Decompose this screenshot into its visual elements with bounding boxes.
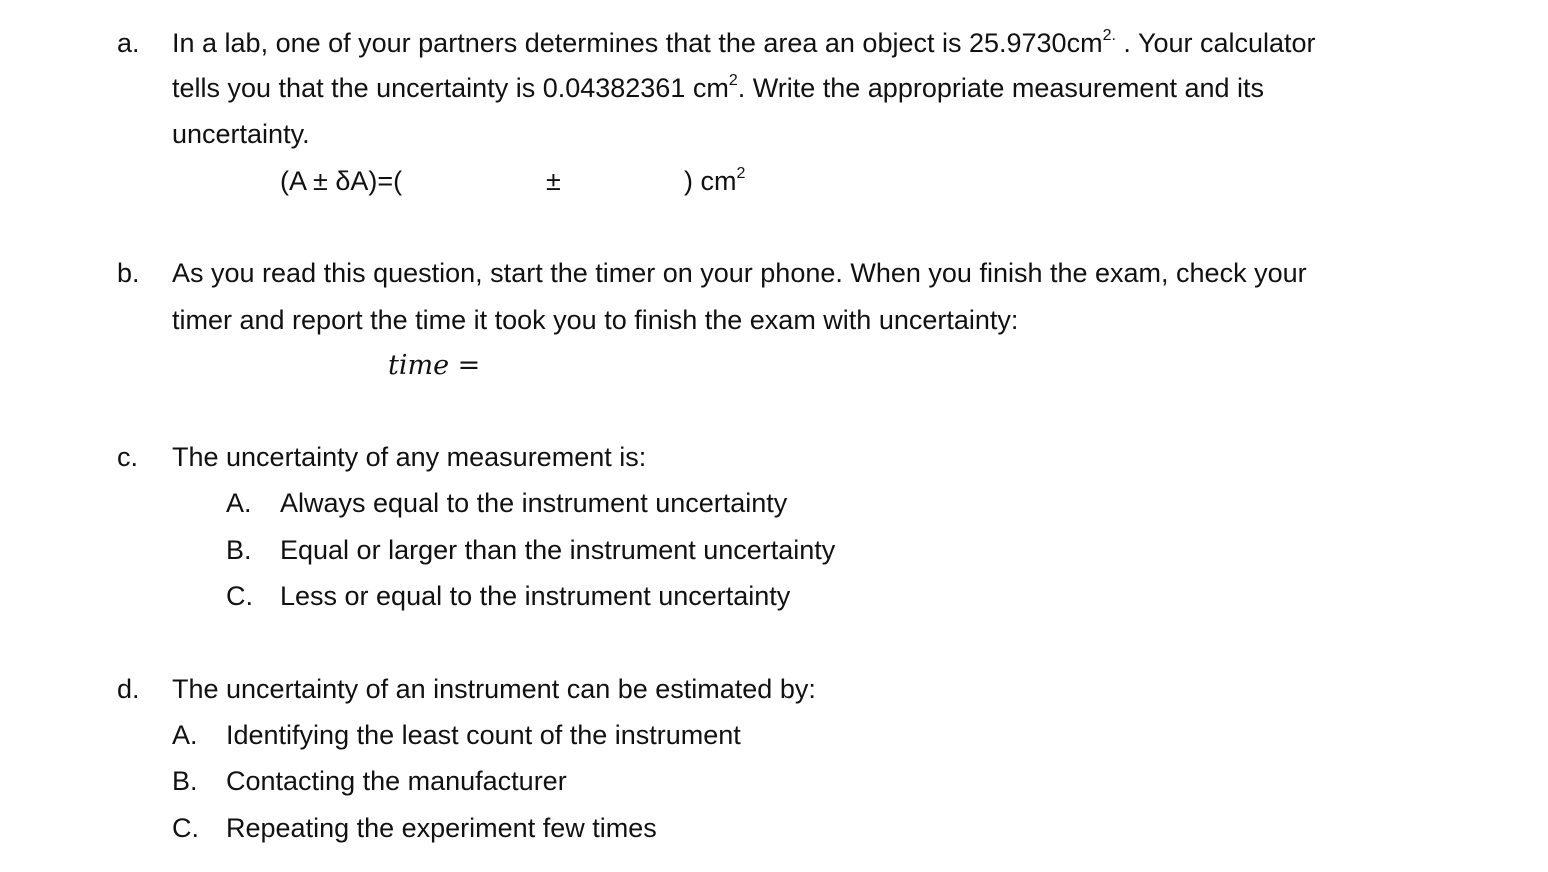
question-a-line-2-tail: . Write the appropriate measurement and its [737,73,1265,103]
question-c-prompt: The uncertainty of any measurement is: [172,442,647,472]
question-b-marker: b. [117,258,140,288]
question-a-formula-sup: 2 [736,165,746,182]
question-d-marker: d. [117,674,140,704]
question-a-formula-unit: ) cm [684,166,737,196]
question-d-option-c-text: Repeating the experiment few times [226,813,657,843]
question-c-option-a-letter: A. [226,488,252,518]
question-c-marker: c. [117,442,139,472]
question-a-formula-left: (A ± δA)=( [280,166,403,196]
question-b-formula [388,352,480,379]
question-d-option-a-letter: A. [172,720,198,750]
question-a-marker: a. [117,28,140,58]
question-a-formula-pm: ± [546,166,561,196]
question-d-option-b-text: Contacting the manufacturer [226,766,567,796]
question-d-prompt: The uncertainty of an instrument can be estimated by: [172,674,816,704]
question-a-line-1-tail: . Your calculator [1115,28,1316,58]
question-d-option-b-letter: B. [172,766,198,796]
question-b-formula-eq: = [449,350,481,381]
question-a-line-1-sup: 2. [1102,27,1116,44]
question-d-option-a-text: Identifying the least count of the instrument [226,720,741,750]
question-c-option-b-text: Equal or larger than the instrument uncertainty [280,535,836,565]
question-a-line-1-text: In a lab, one of your partners determines that the area an object is 25.9730cm [172,28,1103,58]
question-c-option-c-letter: C. [226,581,253,611]
question-b-formula-var: time [388,350,450,381]
question-a-line-2-sup: 2 [728,72,738,89]
question-c-option-c-text: Less or equal to the instrument uncertainty [280,581,791,611]
question-a-line-3: uncertainty. [172,119,310,149]
question-a-line-1 [172,27,1316,58]
question-b-line-1: As you read this question, start the timer on your phone. When you finish the exam, check your [172,258,1307,288]
question-c-option-a-text: Always equal to the instrument uncertainty [280,488,788,518]
question-d-option-c-letter: C. [172,813,199,843]
question-b-line-2: timer and report the time it took you to finish the exam with uncertainty: [172,305,1019,335]
question-a-formula-right [684,165,746,196]
question-a-line-2 [172,72,1265,103]
question-a-line-2-text: tells you that the uncertainty is 0.04382361 cm [172,73,729,103]
question-c-option-b-letter: B. [226,535,252,565]
